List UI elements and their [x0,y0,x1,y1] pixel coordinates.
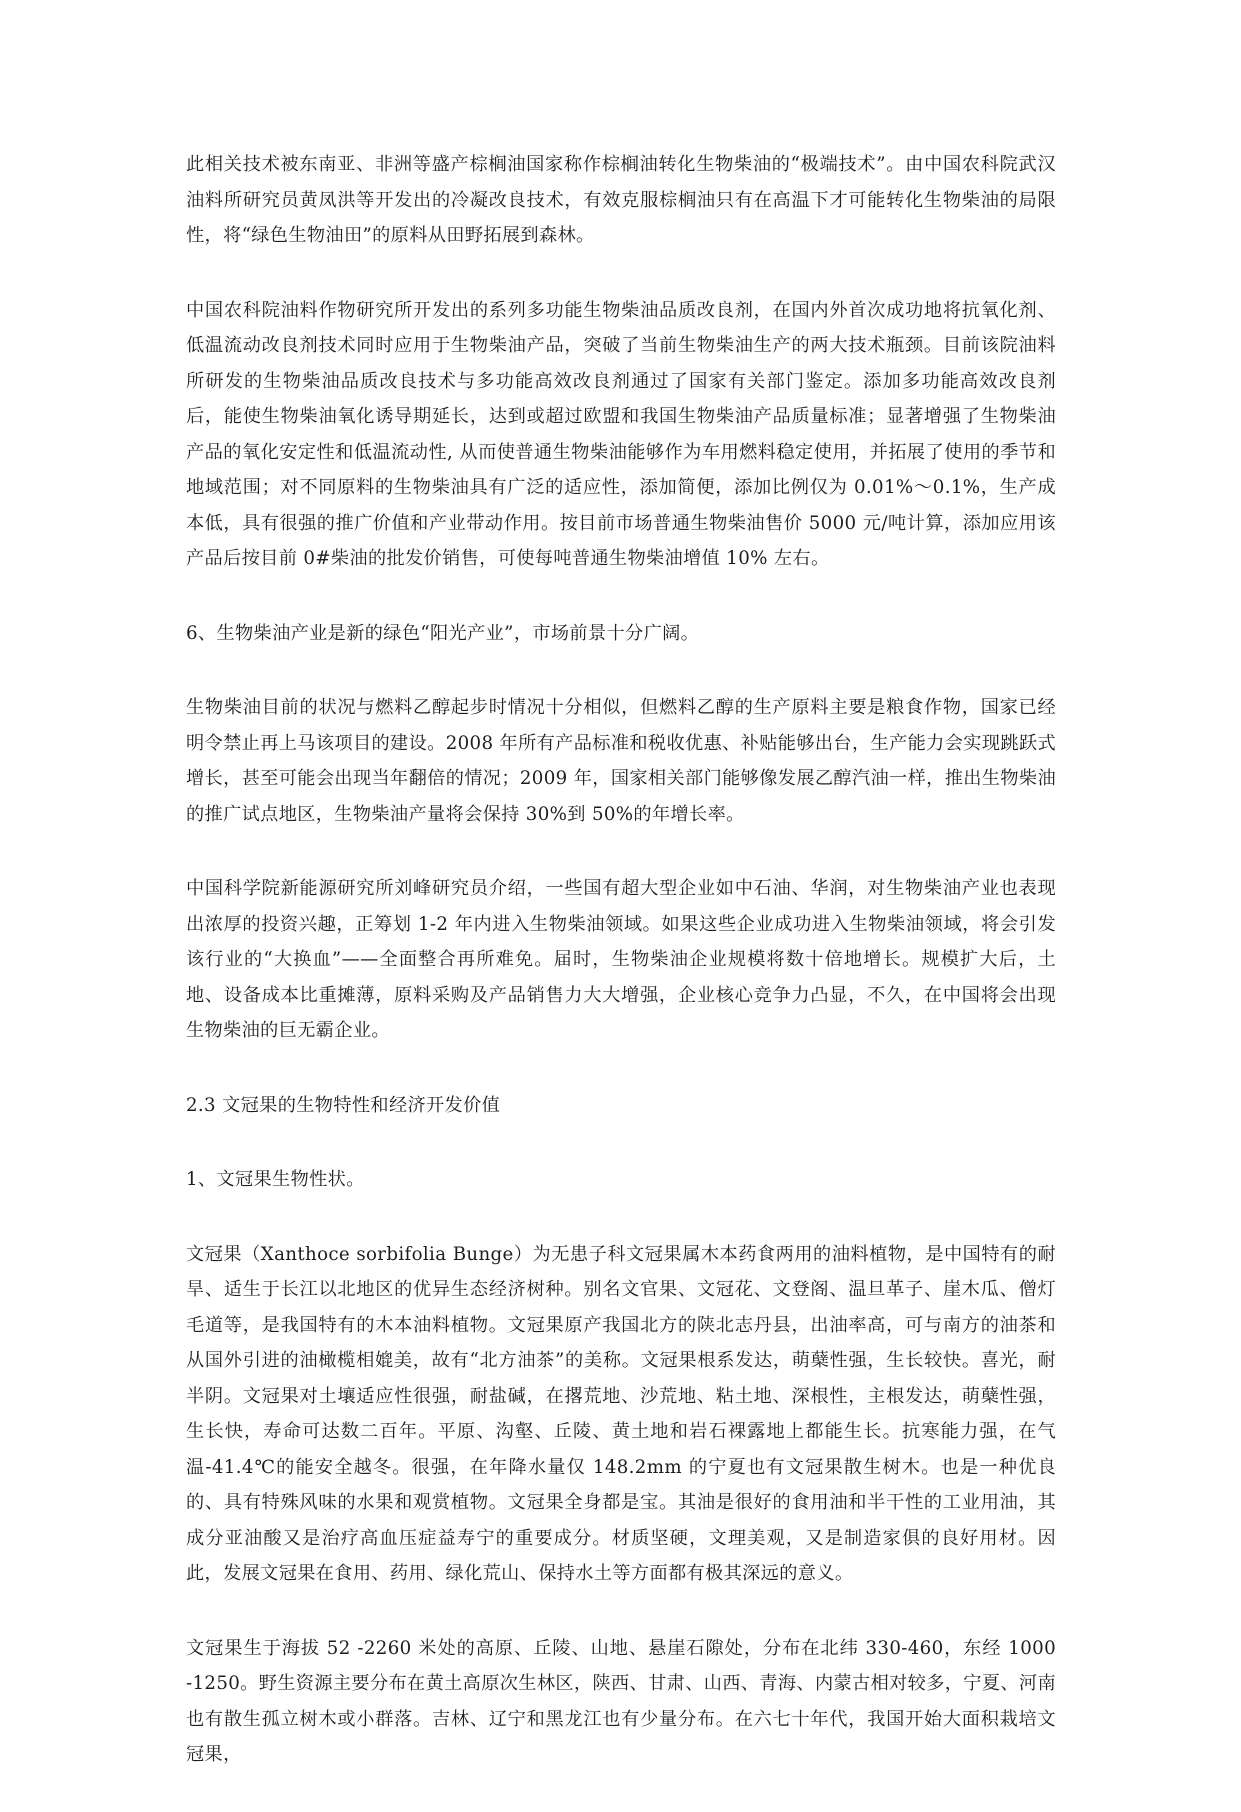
paragraph-quality-improver: 中国农科院油料作物研究所开发出的系列多功能生物柴油品质改良剂，在国内外首次成功地将抗氧化剂、低温流动改良剂技术同时应用于生物柴油产品，突破了当前生物柴油生产的两大技术瓶颈。目前该院油料所研发的生物柴油品质改良技术与多功能高效改良剂通过了国家有关部门鉴定。添加多功能高效改良剂后，能使生物柴油氧化诱导期延长，达到或超过欧盟和我国生物柴油产品质量标准；显著增强了生物柴油产品的氧化安定性和低温流动性, 从而使普通生物柴油能够作为车用燃料稳定使用，并拓展了使用的季节和地域范围；对不同原料的生物柴油具有广泛的适应性，添加简便，添加比例仅为 0.01%～0.1%，生产成本低，具有很强的推广价值和产业带动作用。按目前市场普通生物柴油售价 5000 元/吨计算，添加应用该产品后按目前 0#柴油的批发价销售，可使每吨普通生物柴油增值 10% 左右。 [186,299,1056,569]
paragraph-wenguanguo-description: 文冠果（Xanthoce sorbifolia Bunge）为无患子科文冠果属木本药食两用的油料植物，是中国特有的耐旱、适生于长江以北地区的优异生态经济树种。别名文官果、文冠花、文登阁、温旦革子、崖木瓜、僧灯毛道等，是我国特有的木本油料植物。文冠果原产我国北方的陕北志丹县，出油率高，可与南方的油茶和从国外引进的油橄榄相媲美，故有“北方油茶”的美称。文冠果根系发达，萌蘖性强，生长较快。喜光，耐半阴。文冠果对土壤适应性很强，耐盐碱，在撂荒地、沙荒地、粘土地、深根性，主根发达，萌蘖性强，生长快，寿命可达数二百年。平原、沟壑、丘陵、黄土地和岩石裸露地上都能生长。抗寒能力强，在气温-41.4℃的能安全越冬。很强，在年降水量仅 148.2mm 的宁夏也有文冠果散生树木。也是一种优良的、具有特殊风味的水果和观赏植物。文冠果全身都是宝。其油是很好的食用油和半干性的工业用油，其成分亚油酸又是治疗高血压症益寿宁的重要成分。材质坚硬，文理美观，又是制造家俱的良好用材。因此，发展文冠果在食用、药用、绿化荒山、保持水土等方面都有极其深远的意义。 [186,1243,1056,1584]
section-heading-wenguanguo-value: 2.3 文冠果的生物特性和经济开发价值 [186,1094,501,1116]
subsection-heading-biological-traits: 1、文冠果生物性状。 [186,1169,365,1190]
paragraph-industry-consolidation: 中国科学院新能源研究所刘峰研究员介绍，一些国有超大型企业如中石油、华润，对生物柴油产业也表现出浓厚的投资兴趣，正筹划 1-2 年内进入生物柴油领域。如果这些企业成功进入生物柴油领域，将会引发该行业的“大换血”——全面整合再所难免。届时，生物柴油企业规模将数十倍地增长。规模扩大后，土地、设备成本比重摊薄，原料采购及产品销售力大大增强，企业核心竞争力凸显，不久，在中国将会出现生物柴油的巨无霸企业。 [186,878,1056,1041]
paragraph-market-outlook: 生物柴油目前的状况与燃料乙醇起步时情况十分相似，但燃料乙醇的生产原料主要是粮食作物，国家已经明令禁止再上马该项目的建设。2008 年所有产品标准和税收优惠、补贴能够出台，生产能力会实现跳跃式增长，甚至可能会出现当年翻倍的情况；2009 年，国家相关部门能够像发展乙醇汽油一样，推出生物柴油的推广试点地区，生物柴油产量将会保持 30%到 50%的年增长率。 [186,697,1056,825]
paragraph-wenguanguo-distribution: 文冠果生于海拔 52 -2260 米处的高原、丘陵、山地、悬崖石隙处，分布在北纬 330-460，东经 1000 -1250。野生资源主要分布在黄土高原次生林区，陕西、甘肃、山西、青海、内蒙古相对较多，宁夏、河南也有散生孤立树木或小群落。吉林、辽宁和黑龙江也有少量分布。在六七十年代，我国开始大面积栽培文冠果， [186,1637,1056,1765]
paragraph-palm-oil-technology: 此相关技术被东南亚、非洲等盛产棕榈油国家称作棕榈油转化生物柴油的“极端技术”。由中国农科院武汉油料所研究员黄凤洪等开发出的冷凝改良技术，有效克服棕榈油只有在高温下才可能转化生物柴油的局限性，将“绿色生物油田”的原料从田野拓展到森林。 [186,154,1056,246]
document-body [186,147,1056,1812]
section-heading-sunshine-industry: 6、生物柴油产业是新的绿色“阳光产业”，市场前景十分广阔。 [186,622,700,644]
